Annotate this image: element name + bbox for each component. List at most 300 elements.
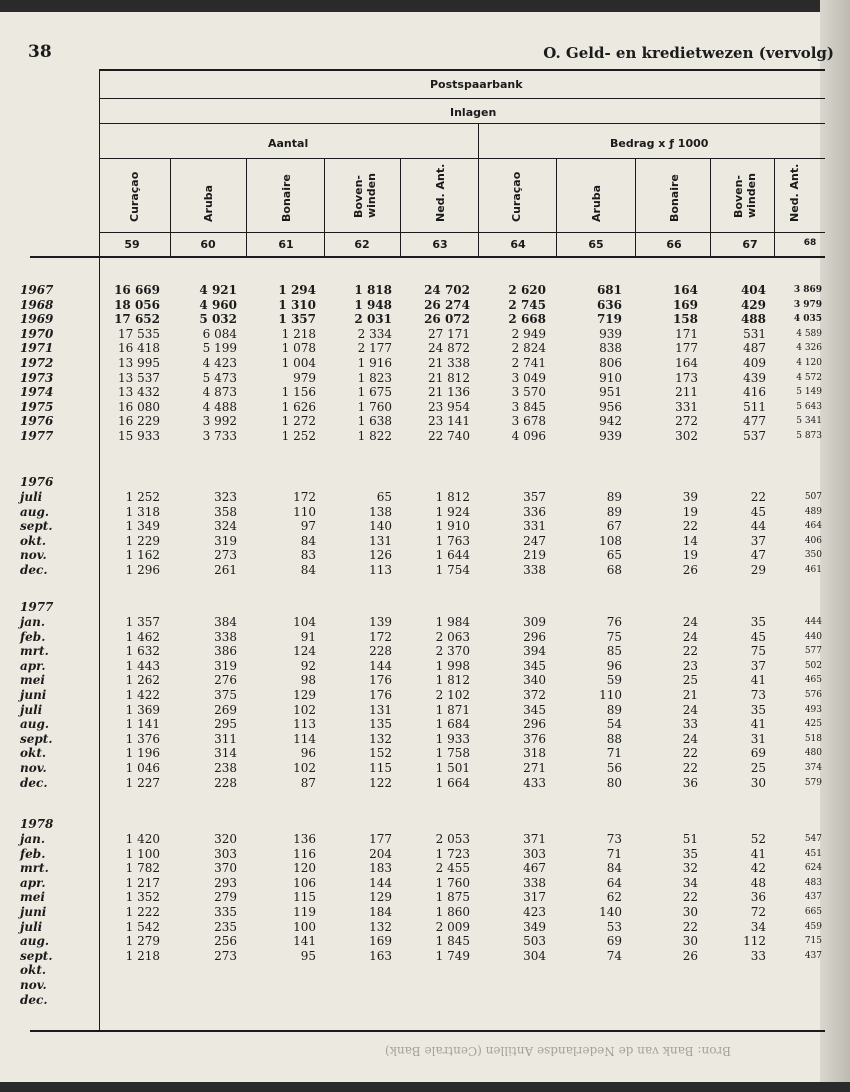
table-cell: 5 149 [796,387,822,398]
table-cell: 69 [750,746,766,761]
table-cell: 1 723 [435,846,470,861]
table-cell: 211 [675,385,698,400]
table-cell: 1 812 [435,673,470,688]
aantal-heading: Aantal [268,137,309,150]
table-cell: 17 652 [114,312,160,327]
table-cell: 1 141 [125,717,160,732]
table-cell: 26 [682,563,698,577]
row-label: 1976 [20,414,54,429]
col-divider-4 [400,158,401,256]
table-cell: 2 031 [354,312,392,327]
table-cell: 33 [750,948,766,963]
table-cell: 219 [523,548,546,563]
table-cell: 129 [369,890,392,905]
table-cell: 37 [750,533,766,548]
table-cell: 296 [523,717,546,732]
table-row [0,283,850,297]
row-label: mrt. [20,861,49,876]
table-cell: 1 860 [435,905,470,919]
row-label: jan. [20,615,46,629]
col-label-nedant-bedrag: Ned. Ant. [788,163,801,222]
row-label: okt. [20,963,47,978]
table-row [0,703,850,717]
table-cell: 1 279 [125,934,160,949]
table-cell: 65 [376,490,392,504]
table-cell: 73 [606,832,622,846]
col-divider-6 [556,158,557,256]
table-row [0,776,850,790]
table-row [0,905,850,919]
table-cell: 394 [523,644,546,659]
row-label: mei [20,890,45,905]
table-cell: 76 [606,615,622,629]
table-cell: 2 177 [357,341,392,356]
table-cell: 371 [523,832,546,846]
table-cell: 1 916 [357,356,392,370]
col-divider-8 [710,158,711,256]
table-cell: 24 [682,629,698,644]
table-cell: 135 [369,717,392,732]
table-row [0,673,850,687]
table-cell: 4 572 [796,372,822,383]
table-cell: 48 [750,875,766,890]
table-cell: 2 741 [511,356,546,370]
table-cell: 36 [750,890,766,905]
table-cell: 437 [804,892,822,903]
table-cell: 136 [293,832,316,846]
row-label: 1977 [20,429,54,443]
table-cell: 1 998 [435,658,470,673]
table-cell: 69 [606,934,622,949]
table-cell: 1 046 [125,761,160,775]
block-heading [0,600,850,614]
table-cell: 942 [599,414,622,429]
table-row [0,519,850,533]
table-cell: 579 [804,777,822,788]
table-cell: 3 733 [202,429,237,443]
col-number-59: 59 [124,238,140,251]
table-cell: 14 [682,533,698,548]
table-cell: 176 [369,688,392,702]
table-cell: 386 [214,644,237,659]
table-cell: 477 [743,414,766,429]
table-cell: 17 535 [118,326,160,341]
table-cell: 22 [750,490,766,504]
row-label: sept. [20,731,53,746]
table-cell: 1 542 [125,919,160,934]
table-cell: 112 [743,934,766,949]
table-cell: 314 [214,746,237,761]
table-cell: 140 [369,519,392,534]
table-cell: 429 [740,297,766,312]
table-cell: 26 274 [424,297,470,312]
table-cell: 1 632 [125,644,160,659]
col-number-65: 65 [588,238,604,251]
row-label: juni [20,905,47,919]
table-cell: 24 [682,731,698,746]
table-cell: 235 [214,919,237,934]
table-cell: 1 218 [281,326,316,341]
table-cell: 296 [523,629,546,644]
table-cell: 910 [599,370,622,385]
table-cell: 951 [599,385,622,400]
table-cell: 88 [606,731,622,746]
row-label: okt. [20,533,47,548]
table-cell: 3 979 [793,299,822,310]
table-cell: 331 [675,399,698,414]
table-cell: 511 [743,399,766,414]
table-cell: 1 218 [125,948,160,963]
table-row [0,356,850,370]
row-label: dec. [20,775,48,790]
table-cell: 1 626 [281,399,316,414]
table-cell: 3 869 [793,285,822,295]
table-row [0,890,850,904]
table-cell: 24 872 [428,341,470,356]
table-cell: 358 [214,504,237,519]
row-label: juli [20,702,43,717]
table-cell: 13 995 [118,356,160,370]
table-cell: 493 [804,704,822,715]
block-heading-label: 1977 [20,600,54,615]
table-cell: 52 [750,832,766,846]
col-label-bonaire-bedrag: Bonaire [668,174,681,222]
table-cell: 1 812 [435,490,470,504]
table-cell: 59 [606,673,622,688]
table-cell: 177 [369,832,392,846]
table-cell: 164 [675,356,698,370]
table-cell: 2 009 [435,919,470,934]
table-cell: 303 [523,846,546,861]
table-cell: 124 [293,644,316,659]
table-cell: 1 420 [125,832,160,846]
table-cell: 172 [293,490,316,504]
col-label-bonaire-aantal: Bonaire [280,174,293,222]
table-cell: 370 [214,861,237,876]
table-cell: 100 [293,919,316,934]
table-row [0,717,850,731]
row-label: 1973 [20,370,54,385]
table-cell: 404 [740,283,766,297]
table-cell: 1 294 [278,283,316,297]
table-cell: 4 120 [796,358,822,368]
row-label: jan. [20,832,46,846]
table-cell: 375 [214,688,237,702]
table-cell: 489 [804,506,822,517]
table-cell: 1 871 [435,702,470,717]
table-cell: 1 924 [435,504,470,519]
table-cell: 62 [606,890,622,905]
col-number-67: 67 [742,238,758,251]
table-cell: 21 [682,688,698,702]
table-row [0,615,850,629]
table-cell: 22 [682,919,698,934]
table-cell: 75 [606,629,622,644]
table-cell: 113 [369,563,392,577]
table-row [0,920,850,934]
table-cell: 303 [214,846,237,861]
table-cell: 21 812 [428,370,470,385]
table-cell: 30 [682,905,698,919]
table-cell: 409 [743,356,766,370]
table-cell: 41 [750,673,766,688]
table-cell: 169 [672,297,698,312]
col-number-61: 61 [278,238,294,251]
row-label: 1968 [20,297,54,312]
table-cell: 4 035 [793,314,822,325]
table-cell: 1 823 [357,370,392,385]
table-cell: 31 [750,731,766,746]
table-cell: 1 782 [125,861,160,876]
table-cell: 464 [804,521,822,532]
table-cell: 110 [293,504,316,519]
table-cell: 1 822 [357,429,392,443]
table-cell: 465 [804,675,822,686]
table-cell: 35 [750,615,766,629]
table-cell: 30 [750,775,766,790]
block-heading [0,475,850,489]
table-cell: 113 [293,717,316,732]
table-cell: 1 754 [435,563,470,577]
row-label: 1972 [20,356,54,370]
table-cell: 102 [293,702,316,717]
table-cell: 345 [523,658,546,673]
row-label: sept. [20,519,53,534]
table-cell: 939 [599,326,622,341]
table-cell: 152 [369,746,392,761]
postspaarbank-heading: Postspaarbank [430,78,523,91]
table-cell: 67 [606,519,622,534]
table-cell: 531 [743,326,766,341]
table-cell: 577 [804,646,822,657]
table-row [0,341,850,355]
row-label: aug. [20,934,50,949]
table-cell: 1 310 [278,297,316,312]
table-cell: 22 740 [428,429,470,443]
table-cell: 939 [599,429,622,443]
table-cell: 32 [682,861,698,876]
row-label: juli [20,919,43,934]
table-cell: 331 [523,519,546,534]
table-cell: 5 199 [202,341,237,356]
table-cell: 3 570 [511,385,546,400]
table-cell: 97 [300,519,316,534]
table-cell: 537 [743,429,766,443]
table-cell: 439 [743,370,766,385]
table-row [0,993,850,1007]
table-cell: 4 488 [202,399,237,414]
col-divider-2 [246,158,247,256]
postspaarbank-rule [100,98,825,99]
table-cell: 1 501 [435,761,470,775]
table-cell: 2 102 [435,688,470,702]
table-cell: 96 [606,658,622,673]
table-cell: 64 [606,875,622,890]
table-cell: 340 [523,673,546,688]
table-cell: 5 341 [796,416,822,427]
table-cell: 132 [369,731,392,746]
table-cell: 624 [804,863,822,874]
table-cell: 806 [599,356,622,370]
table-cell: 45 [750,629,766,644]
table-cell: 956 [599,399,622,414]
table-cell: 665 [804,907,822,917]
table-cell: 96 [300,746,316,761]
table-cell: 1 352 [125,890,160,905]
table-cell: 273 [214,948,237,963]
table-row [0,847,850,861]
table-cell: 92 [300,658,316,673]
block-heading [0,817,850,831]
table-cell: 5 873 [796,431,822,441]
table-row [0,949,850,963]
table-cell: 1 272 [281,414,316,429]
table-cell: 384 [214,615,237,629]
table-cell: 681 [596,283,622,297]
col-label-bovenwinden-aantal: Boven- winden [352,173,378,218]
table-row [0,385,850,399]
table-cell: 131 [369,702,392,717]
table-cell: 636 [596,297,622,312]
table-cell: 24 [682,702,698,717]
table-cell: 1 875 [435,890,470,905]
table-cell: 5 032 [199,312,237,327]
table-cell: 25 [682,673,698,688]
table-cell: 1 196 [125,746,160,761]
table-cell: 42 [750,861,766,876]
table-cell: 68 [606,563,622,577]
table-cell: 338 [214,629,237,644]
table-cell: 1 217 [125,875,160,890]
table-cell: 37 [750,658,766,673]
page-number: 38 [28,42,52,62]
table-cell: 1 357 [125,615,160,629]
table-cell: 33 [682,717,698,732]
table-cell: 158 [672,312,698,327]
table-cell: 39 [682,490,698,504]
table-cell: 335 [214,905,237,919]
table-cell: 1 229 [125,533,160,548]
section-title: O. Geld- en kredietwezen (vervolg) [543,44,834,62]
row-label: mei [20,673,45,688]
table-cell: 372 [523,688,546,702]
table-cell: 318 [523,746,546,761]
table-cell: 461 [804,565,822,575]
table-cell: 2 063 [435,629,470,644]
table-row [0,688,850,702]
colnum-bottom-rule [30,256,825,258]
table-cell: 247 [523,533,546,548]
table-cell: 3 845 [511,399,546,414]
table-cell: 44 [750,519,766,534]
table-cell: 2 668 [508,312,546,327]
table-cell: 2 053 [435,832,470,846]
row-label: sept. [20,948,53,963]
table-cell: 503 [523,934,546,949]
table-cell: 1 984 [435,615,470,629]
table-cell: 27 171 [428,326,470,341]
table-cell: 576 [804,690,822,700]
table-cell: 21 136 [428,385,470,400]
table-cell: 2 824 [511,341,546,356]
table-cell: 29 [750,563,766,577]
col-label-aruba-bedrag: Aruba [590,184,603,222]
row-label: 1971 [20,341,54,356]
table-cell: 1 422 [125,688,160,702]
table-cell: 502 [804,660,822,671]
scan-bottom-edge [0,1082,850,1092]
table-cell: 102 [293,761,316,775]
table-row [0,746,850,760]
table-cell: 110 [599,688,622,702]
row-label: 1974 [20,385,54,400]
table-cell: 23 141 [428,414,470,429]
col-label-aruba-aantal: Aruba [202,184,215,222]
row-label: apr. [20,658,46,673]
table-cell: 19 [682,504,698,519]
table-cell: 171 [675,326,698,341]
scan-top-edge [0,0,850,12]
table-cell: 302 [675,429,698,443]
table-cell: 85 [606,644,622,659]
table-row [0,861,850,875]
table-cell: 309 [523,615,546,629]
col-divider-7 [635,158,636,256]
table-cell: 5 473 [202,370,237,385]
table-cell: 293 [214,875,237,890]
row-label: okt. [20,746,47,761]
table-cell: 53 [606,919,622,934]
table-row [0,644,850,658]
table-cell: 22 [682,644,698,659]
table-cell: 338 [523,875,546,890]
table-cell: 1 443 [125,658,160,673]
table-cell: 6 084 [202,326,237,341]
table-cell: 4 960 [199,297,237,312]
table-cell: 440 [804,631,822,642]
table-cell: 35 [682,846,698,861]
table-cell: 169 [369,934,392,949]
table-cell: 72 [750,905,766,919]
table-cell: 26 [682,948,698,963]
table-cell: 74 [606,948,622,963]
table-cell: 1 675 [357,385,392,400]
table-cell: 311 [214,731,237,746]
table-row [0,548,850,562]
row-label: feb. [20,629,46,644]
table-cell: 176 [369,673,392,688]
table-cell: 350 [804,550,822,561]
table-cell: 1 763 [435,533,470,548]
table-cell: 13 432 [118,385,160,400]
row-label: nov. [20,978,47,992]
bedrag-heading: Bedrag x ƒ 1000 [610,137,709,150]
table-cell: 295 [214,717,237,732]
table-cell: 317 [523,890,546,905]
table-cell: 98 [300,673,316,688]
block-heading-label: 1978 [20,817,54,832]
table-row [0,371,850,385]
table-cell: 2 620 [508,283,546,297]
table-cell: 459 [804,921,822,932]
table-cell: 56 [606,761,622,775]
table-cell: 4 423 [202,356,237,370]
table-cell: 120 [293,861,316,876]
table-cell: 2 455 [435,861,470,876]
table-cell: 1 933 [435,731,470,746]
row-label: aug. [20,504,50,519]
col-divider-5 [478,123,479,256]
